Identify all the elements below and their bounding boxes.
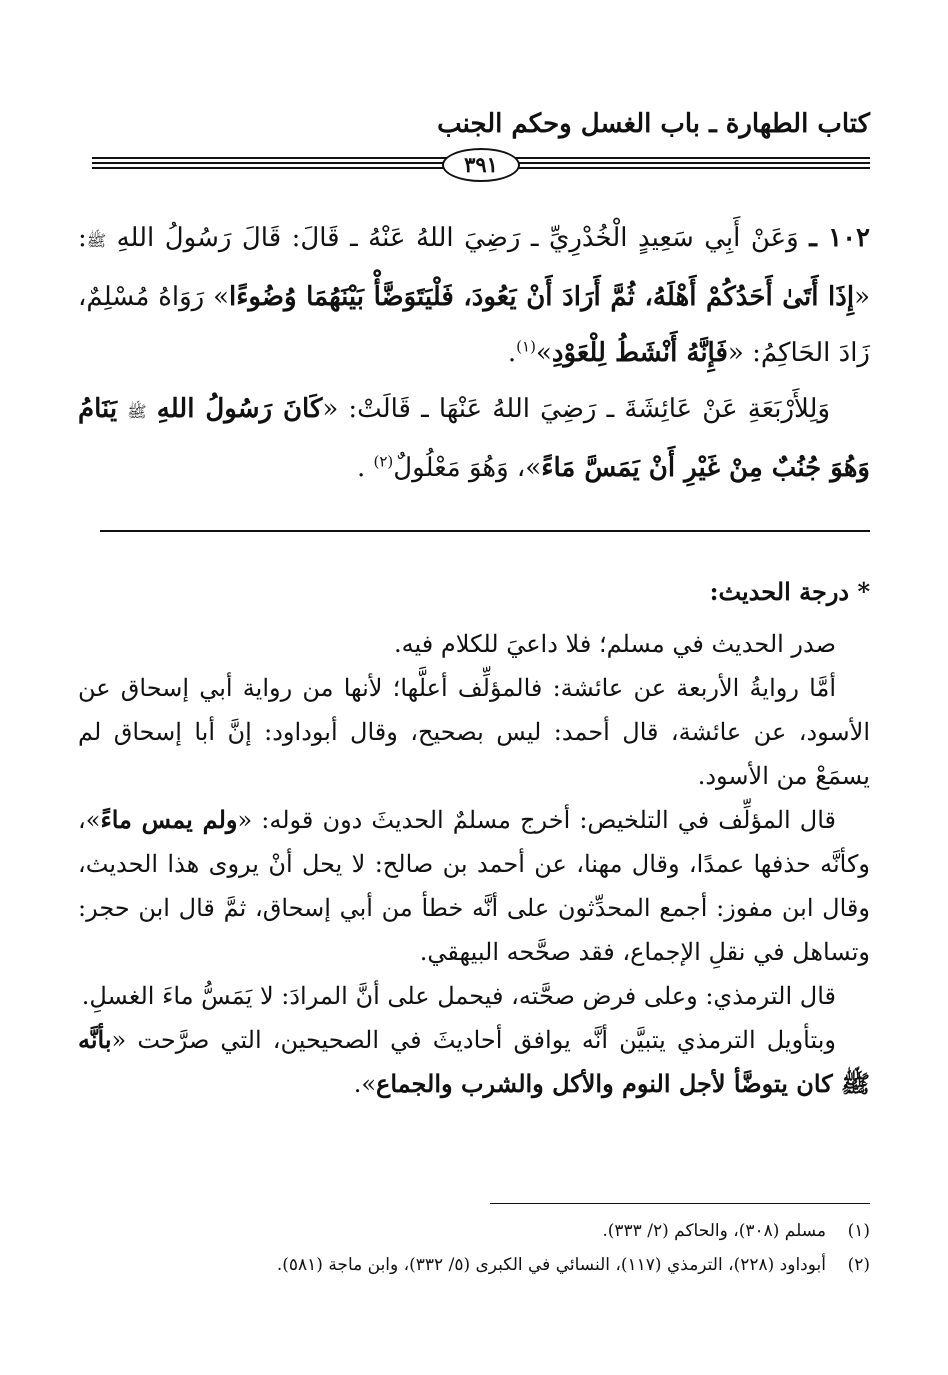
salawat-glyph: ﷺ [127, 402, 147, 421]
hadith-text-segment: . [356, 453, 366, 483]
commentary-paragraph: قال الترمذي: وعلى فرض صحَّته، فيحمل على أنَّ المرادَ: لا يَمَسُّ ماءَ الغسلِ. [81, 982, 836, 1010]
footnote-divider [490, 1203, 870, 1204]
footnote-reference[interactable]: (٢) [373, 452, 394, 471]
hadith-paragraph-2 [78, 381, 870, 496]
page-number: ٣٩١ [442, 148, 520, 182]
hadith-quote: إِذَا أَتَىٰ أَحَدُكُمْ أَهْلَهُ، ثُمَّ أَرَادَ أَنْ يَعُودَ، فَلْيَتَوَضَّأْ بَيْنَهُمَا وُضُوءًا [228, 282, 855, 312]
commentary-paragraph [78, 1018, 870, 1106]
footnote-number: (٢) [847, 1255, 870, 1275]
footnote-item [78, 1214, 870, 1248]
commentary-quote: بأنَّه ﷺ كان يتوضَّأ لأجل النوم والأكل والشرب والجماع [78, 1025, 870, 1098]
hadith-quote: يَنَامُ وَهُوَ جُنُبٌ مِنْ غَيْرِ أَنْ يَمَسَّ مَاءً [78, 394, 870, 483]
commentary-text-segment: ». [353, 1070, 377, 1098]
commentary [78, 570, 870, 1106]
commentary-text-segment: وبتأويل الترمذي يتبيَّن أنَّه يوافق أحاديثَ في الصحيحين، التي صرَّحت « [111, 1026, 836, 1054]
footnote-text: مسلم (٣٠٨)، والحاكم (٢/ ٣٣٣). [602, 1221, 826, 1241]
hadith-text-segment: وَلِلأَرْبَعَةِ عَنْ عَائِشَةَ ـ رَضِيَ اللهُ عَنْهَا ـ قَالَتْ: « [322, 394, 831, 424]
footnote-item [78, 1248, 870, 1282]
hadith-text-segment: » رَوَاهُ مُسْلِمٌ، زَادَ الحَاكِمُ: « [78, 282, 870, 368]
commentary-text-segment: »، وكأنَّه حذفها عمدًا، وقال مهنا، عن أحمد بن صالح: لا يحل أنْ يروى هذا الحديث، وقال ابن مفوز: أجمع المحدِّثون على أنَّه خطأ من أبي إسحاق، ثمَّ قال ابن حجر: وتساهل في نقلِ الإجماع، فقد صحَّحه البيهقي. [78, 806, 870, 966]
footnote-text: أبوداود (٢٢٨)، الترمذي (١١٧)، النسائي في الكبرى (٥/ ٣٣٢)، وابن ماجة (٥٨١). [276, 1255, 826, 1275]
section-title: * درجة الحديث: [709, 577, 870, 606]
salawat-glyph: ﷺ [86, 231, 107, 250]
footnote-number: (١) [847, 1221, 870, 1241]
footnote-reference[interactable]: (١) [516, 337, 536, 356]
hadith-quote: فَإِنَّهُ أَنْشَطُ لِلْعَوْدِ [551, 338, 728, 368]
hadith-quote: كَانَ رَسُولُ اللهِ [156, 394, 323, 424]
hadith-text-segment: : « [78, 223, 871, 312]
commentary-paragraph: أمَّا روايةُ الأربعة عن عائشة: فالمؤلِّف أعلَّها؛ لأنها من رواية أبي إسحاق عن الأسود، عن عائشة، قال أحمد: ليس بصحيح، وقال أبوداود: إنَّ أبا إسحاق لم يسمَعْ من الأسود. [78, 674, 870, 790]
hadith-text [78, 210, 870, 496]
running-title: كتاب الطهارة ـ باب الغسل وحكم الجنب [437, 109, 870, 139]
hadith-number: ١٠٢ ـ [809, 223, 871, 253]
hadith-text-segment: »، وَهُوَ مَعْلُولٌ [393, 453, 542, 483]
hadith-text-segment: . [507, 338, 517, 368]
hadith-paragraph-1 [78, 210, 870, 381]
commentary-paragraph: صدر الحديث في مسلم؛ فلا داعيَ للكلام فيه. [394, 630, 836, 658]
commentary-text-segment: قال المؤلِّف في التلخيص: أخرج مسلمٌ الحديثَ دون قوله: « [237, 806, 836, 834]
commentary-quote: ولم يمس ماءً [100, 805, 238, 834]
commentary-paragraph [78, 798, 870, 974]
section-divider [100, 530, 870, 532]
header-rule [92, 148, 870, 178]
hadith-text-segment: » [535, 338, 552, 368]
hadith-text-segment: وَعَنْ أَبِي سَعِيدٍ الْخُدْرِيِّ ـ رَضِيَ اللهُ عَنْهُ ـ قَالَ: قَالَ رَسُولُ اللهِ [116, 223, 799, 253]
footnotes [78, 1214, 870, 1282]
